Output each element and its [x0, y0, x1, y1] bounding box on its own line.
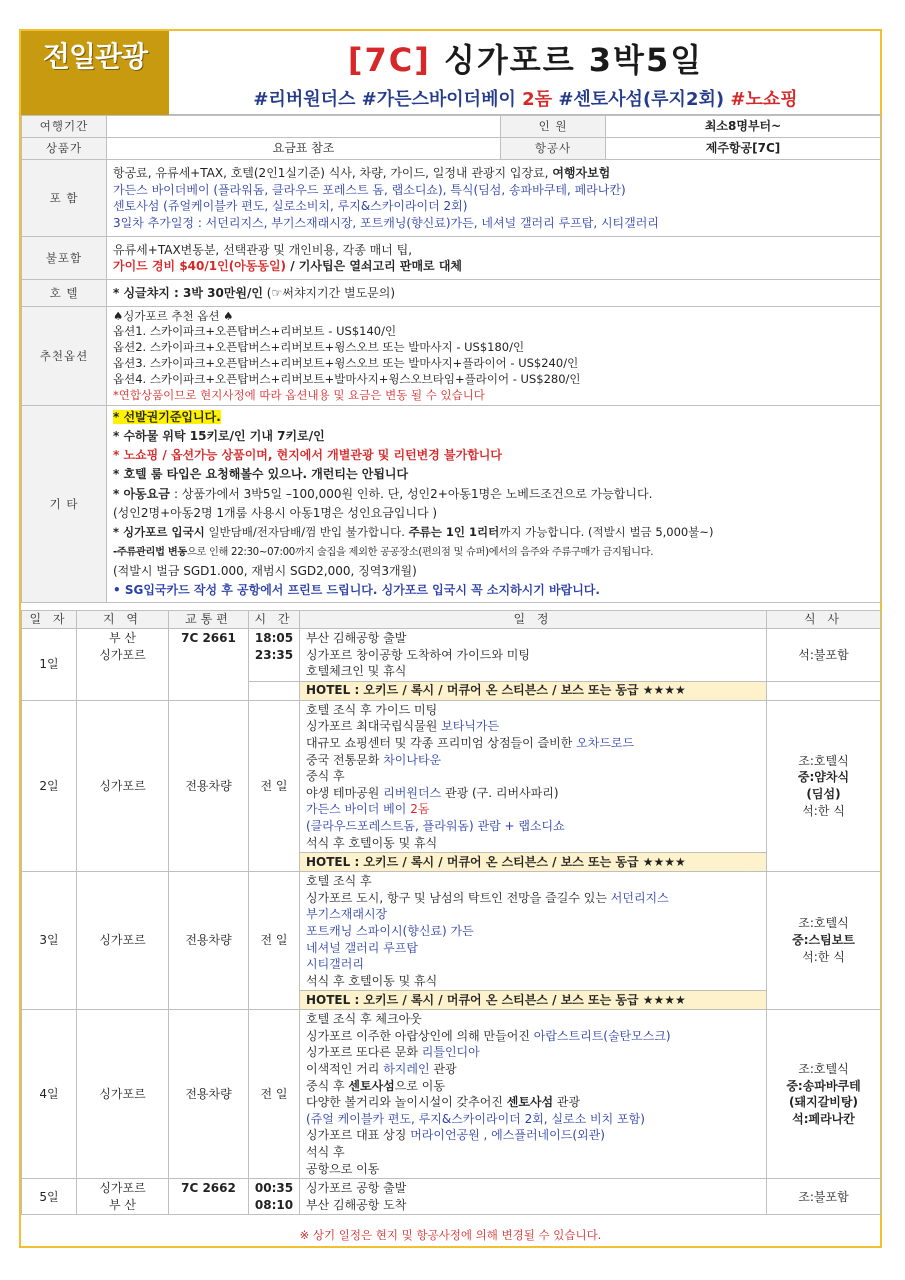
airline-label: 항공사	[501, 138, 606, 160]
include-line: 가든스 바이더베이 (플라워돔, 클라우드 포레스트 돔, 랩소디쇼), 특식(딤섬, 송파바쿠테, 페라나칸)	[113, 182, 626, 197]
schedule-header-row	[22, 611, 881, 629]
day-time: 전 일	[249, 700, 300, 871]
day-time: 전 일	[249, 872, 300, 1010]
hashtag-1: #리버원더스 #가든스바이더베이	[253, 89, 523, 110]
day-label: 5일	[22, 1179, 77, 1215]
hotel-label: 호 텔	[22, 280, 107, 307]
day-region: 부 산 싱가포르	[77, 629, 169, 701]
day-transport: 7C 2662	[169, 1179, 249, 1215]
day-transport: 전용차량	[169, 1010, 249, 1179]
page-title	[171, 35, 880, 81]
include-line: 항공료, 유류세+TAX, 호텔(2인1실기준) 식사, 차량, 가이드, 일정내 관광지 입장료, 여행자보험	[113, 166, 611, 180]
hotel-info: HOTEL : 오키드 / 록시 / 머큐어 온 스티븐스 / 보스 또는 동급 ★★★★	[300, 991, 767, 1010]
people-value: 최소8명부터~	[606, 116, 881, 138]
day-meal: 석:불포함	[767, 629, 881, 682]
day-time: 전 일	[249, 1010, 300, 1179]
etc-line: * 선발권기준입니다.	[113, 409, 221, 424]
day-meal: 조:호텔식 중:얌차식 (딤섬) 석:한 식	[767, 700, 881, 871]
day-transport: 전용차량	[169, 700, 249, 871]
day-itinerary: 호텔 조식 후 가이드 미팅 싱가포르 최대국립식물원 보타닉가든 대규모 쇼핑센터 및 각종 프리미엄 상점들이 즐비한 오차드로드 중국 전통문화 차이나타운 중식 후 야생 테마공원 리버원더스 관광 (구. 리버사파리) 가든스 바이더 베이 2돔 (클라우드포레스트돔, 플라워돔) 관람 + 랩소디쇼 석식 후 호텔이동 및 휴식	[300, 700, 767, 852]
table-row	[22, 1010, 881, 1179]
etc-line: • SG입국카드 작성 후 공항에서 프린트 드립니다. 싱가포르 입국시 꼭 소지하시기 바랍니다.	[113, 583, 600, 598]
price-label: 상품가	[22, 138, 107, 160]
day-region: 싱가포르 부 산	[77, 1179, 169, 1215]
hashtag-3: #센토사섬(루지2회)	[552, 89, 731, 110]
hashtag-4: #노쇼핑	[730, 89, 798, 110]
day-meal: 조:불포함	[767, 1179, 881, 1215]
etc-line: * 싱가포르 입국시 일반담배/전자담배/껌 반입 불가합니다. 주류는 1인 1리터까지 가능합니다. (적발시 벌금 5,000불~)	[113, 525, 714, 540]
hashtag-2: 2돔	[522, 89, 553, 110]
table-row	[22, 629, 881, 682]
etc-content	[107, 406, 881, 603]
option-item: 옵션1. 스카이파크+오픈탑버스+리버보트 - US$140/인	[113, 324, 397, 339]
etc-line: * 호텔 룸 타입은 요청해볼수 있으나. 개런티는 안됩니다	[113, 467, 409, 482]
table-row	[22, 872, 881, 991]
header-transport: 교통편	[169, 611, 249, 629]
include-label: 포 함	[22, 160, 107, 237]
hotel-info: HOTEL : 오키드 / 록시 / 머큐어 온 스티븐스 / 보스 또는 동급 ★★★★	[300, 853, 767, 872]
period-label: 여행기간	[22, 116, 107, 138]
day-itinerary: 부산 김해공항 출발 싱가포르 창이공항 도착하여 가이드와 미팅 호텔체크인 및 휴식	[300, 629, 767, 682]
schedule-table	[21, 610, 881, 1215]
etc-line: (적발시 벌금 SGD1.000, 재범시 SGD2,000, 징역3개월)	[113, 563, 417, 578]
day-meal: 조:호텔식 중:송파바쿠테 (돼지갈비탕) 석:페라나칸	[767, 1010, 881, 1179]
day-region: 싱가포르	[77, 872, 169, 1010]
header-itinerary: 일 정	[300, 611, 767, 629]
footer-note: ※ 상기 일정은 현지 및 항공사정에 의해 변경될 수 있습니다.	[299, 1228, 602, 1242]
exclude-label: 불포함	[22, 237, 107, 280]
title-box	[171, 31, 880, 115]
people-label: 인 원	[501, 116, 606, 138]
option-item: 옵션3. 스카이파크+오픈탑버스+리버보트+윙스오브 또는 발마사지+플라이어 - US$240/인	[113, 356, 579, 370]
day-label: 1일	[22, 629, 77, 701]
etc-line: (성인2명+아동2명 1개룸 사용시 아동1명은 성인요금입니다 )	[113, 506, 438, 520]
header-day: 일 자	[22, 611, 77, 629]
hotel-content: * 싱글챠지 : 3박 30만원/인 (☞써챠지기간 별도문의)	[107, 280, 881, 307]
document-header	[21, 31, 880, 115]
option-title: ♠싱가포르 추천 옵션 ♠	[113, 308, 234, 323]
title-airline-code: [7C]	[347, 41, 431, 79]
company-logo	[21, 31, 169, 115]
day-transport: 전용차량	[169, 872, 249, 1010]
header-time: 시 간	[249, 611, 300, 629]
option-item: 옵션4. 스카이파크+오픈탑버스+리버보트+발마사지+윙스오브타임+플라이어 - US$280/인	[113, 371, 581, 386]
day-itinerary: 싱가포르 공항 출발 부산 김해공항 도착	[300, 1179, 767, 1215]
etc-line: -주류관리법 변동으로 인해 22:30~07:00까지 술집을 제외한 공공장소(편의점 및 슈퍼)에서의 음주와 주류구매가 금지됩니다.	[113, 546, 654, 558]
itinerary-document	[19, 29, 882, 1248]
period-value	[107, 116, 501, 138]
table-row	[22, 1179, 881, 1215]
day-time: 18:05 23:35	[249, 629, 300, 682]
table-row	[22, 700, 881, 852]
include-line: 센토사섬 (쥬얼케이블카 편도, 실로소비치, 루지&스카이라이더 2회)	[113, 199, 468, 213]
exclude-line: 가이드 경비 $40/1인(아동동일) / 기사팁은 열쇠고리 판매로 대체	[113, 259, 462, 273]
exclude-content	[107, 237, 881, 280]
day-region: 싱가포르	[77, 700, 169, 871]
day-region: 싱가포르	[77, 1010, 169, 1179]
price-value: 요금표 참조	[107, 138, 501, 160]
day-transport: 7C 2661	[169, 629, 249, 701]
option-label: 추천옵션	[22, 307, 107, 406]
etc-line: * 아동요금 : 상품가에서 3박5일 –100,000원 인하. 단, 성인2+아동1명은 노베드조건으로 가능합니다.	[113, 486, 653, 501]
option-note: *연합상품이므로 현지사정에 따라 옵션내용 및 요금은 변동 될 수 있습니다	[113, 387, 485, 402]
option-item: 옵션2. 스카이파크+오픈탑버스+리버보트+윙스오브 또는 발마사지 - US$180/인	[113, 340, 525, 355]
day-time: 00:35 08:10	[249, 1179, 300, 1215]
info-table	[21, 115, 881, 603]
header-region: 지 역	[77, 611, 169, 629]
airline-value: 제주항공[7C]	[606, 138, 881, 160]
day-itinerary: 호텔 조식 후 싱가포르 도시, 항구 및 남섬의 탁트인 전망을 즐길수 있는 서던리지스 부기스재래시장 포트캐닝 스파이시(향신료) 가든 네셔널 갤러리 루프탑 시티갤러리 석식 후 호텔이동 및 휴식	[300, 872, 767, 991]
exclude-line: 유류세+TAX변동분, 선택관광 및 개인비용, 각종 매너 팁,	[113, 242, 413, 257]
include-content	[107, 160, 881, 237]
title-tour-name: 싱가포르 3박5일	[443, 41, 704, 79]
day-label: 2일	[22, 700, 77, 871]
option-content	[107, 307, 881, 406]
day-label: 4일	[22, 1010, 77, 1179]
hashtag-line	[171, 85, 880, 111]
include-line: 3일차 추가일정 : 서던리지스, 부기스재래시장, 포트캐닝(향신료)가든, 네셔널 갤러리 루프탑, 시티갤러리	[113, 215, 659, 230]
etc-label: 기 타	[22, 406, 107, 603]
day-label: 3일	[22, 872, 77, 1010]
day-meal: 조:호텔식 중:스팀보트 석:한 식	[767, 872, 881, 1010]
day-itinerary: 호텔 조식 후 체크아웃 싱가포르 이주한 아랍상인에 의해 만들어진 아랍스트리트(술탄모스크) 싱가포르 또다른 문화 리틀인디아 이색적인 거리 하지레인 관광 중식 후 센토사섬으로 이동 다양한 볼거리와 놀이시설이 갖추어진 센토사섬 관광 (쥬얼 케이블카 편도, 루지&스카이라이더 2회, 실로소 비치 포함) 싱가포르 대표 상징 머라이언공원 , 에스플러네이드(외관) 석식 후 공항으로 이동	[300, 1010, 767, 1179]
company-logo-text: 전일관광	[42, 40, 148, 73]
etc-line: * 수하물 위탁 15키로/인 기내 7키로/인	[113, 428, 325, 443]
etc-line: * 노쇼핑 / 옵션가능 상품이며, 현지에서 개별관광 및 리턴변경 불가합니다	[113, 448, 502, 463]
header-meal: 식 사	[767, 611, 881, 629]
hotel-info: HOTEL : 오키드 / 록시 / 머큐어 온 스티븐스 / 보스 또는 동급 ★★★★	[300, 681, 767, 700]
